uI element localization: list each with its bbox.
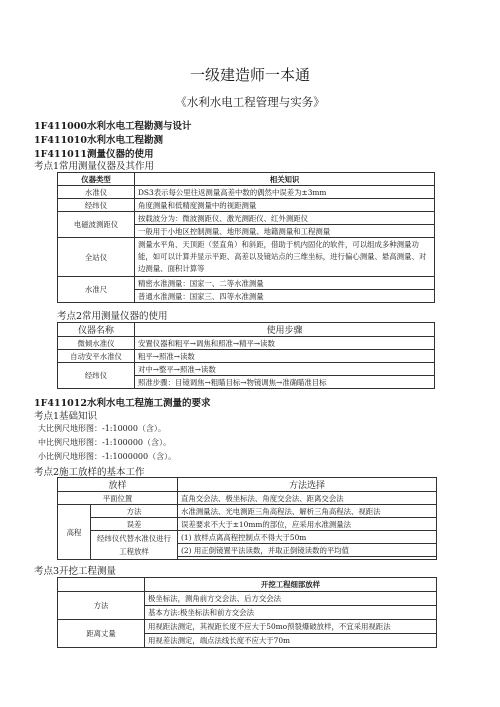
table-cell: 高程 xyxy=(58,505,91,560)
table-header-row xyxy=(58,323,435,337)
table-cell: 直角交会法、极坐标法、角度交会法、距离交会法 xyxy=(178,492,437,505)
table-header: 使用步骤 xyxy=(135,323,435,337)
table-cell: 自动安平水准仪 xyxy=(58,350,135,363)
heading-1f411010: 1F411010水利水电工程勘测 xyxy=(34,135,164,146)
heading-1f411012: 1F411012水利水电工程施工测量的要求 xyxy=(34,398,211,409)
table-cell xyxy=(58,578,145,592)
table-cell: 粗平→照准→读数 xyxy=(135,350,435,363)
table-cell: 用视距法测定，其视距长度不应大于50mo预裂爆破放样，不宜采用视距法 xyxy=(145,620,437,634)
table-row xyxy=(58,531,437,544)
table-header: 开挖工程细部放样 xyxy=(145,578,437,592)
table-cell: 按载波分为：微波测距仪、激光测距仪、红外测距仪 xyxy=(135,212,435,225)
table-header-row xyxy=(58,173,435,186)
table-row xyxy=(58,199,435,212)
table-cell: 经纬仪 xyxy=(58,199,135,212)
table-cell: 水准仪 xyxy=(58,186,135,199)
table-cell: 极坐标法，测角前方交会法、后方交会法 xyxy=(145,592,437,606)
table-cell: 微倾水准仪 xyxy=(58,337,135,350)
kaodian-excavation: 考点3开挖工程测量 xyxy=(34,566,117,577)
table-header: 仪器类型 xyxy=(58,173,135,186)
table-row xyxy=(58,186,435,199)
table-cell: (1) 放样点离高程控制点不得大于50m xyxy=(178,531,437,544)
table-cell: 方法 xyxy=(58,592,145,620)
table-cell: 测量水平角、天顶距（竖直角）和斜距，借助于机内固化的软件，可以组成多种测量功能，如可以计算并显示平距、高差以及镜站点的三维坐标，进行偏心测量、悬高测量、对边测量、面积计算等 xyxy=(135,238,435,277)
table-header-row xyxy=(58,478,437,492)
table-row xyxy=(58,592,437,606)
table-cell: 水准尺 xyxy=(58,277,135,303)
table-cell: 照准步骤：目镜调焦→粗瞄目标→物镜调焦→准确瞄准目标 xyxy=(135,376,435,389)
table-cell: 误差要求不大于±10mm的部位，应采用水准测量法 xyxy=(178,518,437,531)
table-cell: 安置仪器和粗平→调焦和照准→精平→读数 xyxy=(135,337,435,350)
table-cell: 经纬仪代替水准仪进行工程放样 xyxy=(91,531,178,560)
table-cell: 平面位置 xyxy=(58,492,178,505)
table-row xyxy=(58,505,437,518)
table-cell xyxy=(178,557,437,560)
kaodian-layout: 考点2施工放样的基本工作 xyxy=(34,467,145,478)
usage-table xyxy=(57,322,435,389)
table-cell: 误差 xyxy=(91,518,178,531)
table-cell: 经纬仪 xyxy=(58,363,135,389)
table-header: 仪器名称 xyxy=(58,323,135,337)
table-cell: 电磁波测距仪 xyxy=(58,212,135,238)
doc-title: 一级建造师一本通 xyxy=(189,66,310,84)
scale-small: 小比例尺地形图：-1:1000000（含）。 xyxy=(38,452,177,461)
table-cell: 用视差法测定，端点法线长度不应大于70m xyxy=(145,634,437,648)
table-cell: 对中→整平→照准→读数 xyxy=(135,363,435,376)
table-row xyxy=(58,620,437,634)
table-cell: 精密水准测量：国家一、二等水准测量 xyxy=(135,277,435,290)
table-row xyxy=(58,492,437,505)
heading-1f411000: 1F411000水利水电工程勘测与设计 xyxy=(34,121,192,132)
table-row xyxy=(58,337,435,350)
doc-subtitle: 《水利水电工程管理与实务》 xyxy=(175,95,325,109)
scale-medium: 中比例尺地形图：-1:100000（含）。 xyxy=(38,438,172,447)
table-header-row xyxy=(58,578,437,592)
layout-table xyxy=(57,477,437,560)
table-cell: DS3表示每公里往返测量高差中数的偶然中误差为±3mm xyxy=(135,186,435,199)
table-header: 相关知识 xyxy=(135,173,435,186)
table-cell: 角度测量和低精度测量中的视距测量 xyxy=(135,199,435,212)
table-row xyxy=(58,350,435,363)
instrument-table xyxy=(57,172,435,303)
table-cell: 距离丈量 xyxy=(58,620,145,648)
table-header: 放样 xyxy=(58,478,178,492)
table-row xyxy=(58,363,435,376)
scale-large: 大比例尺地形图：-1:10000（含）。 xyxy=(38,424,166,433)
table-cell: 全站仪 xyxy=(58,238,135,277)
table-cell: 水准测量法、光电测距三角高程法、解析三角高程法、视距法 xyxy=(178,505,437,518)
table-cell: 一般用于小地区控制测量、地形测量、地籍测量和工程测量 xyxy=(135,225,435,238)
table-cell: 基本方法:极坐标法和前方交会法 xyxy=(145,606,437,620)
table-cell: 普通水准测量：国家三、四等水准测量 xyxy=(135,290,435,303)
table-row xyxy=(58,212,435,225)
table-cell: (2) 用正倒镜置平法读数，并取正倒镜读数的平均值 xyxy=(178,544,437,557)
table-row xyxy=(58,518,437,531)
table-row xyxy=(58,238,435,277)
heading-1f411011: 1F411011测量仪器的使用 xyxy=(34,149,154,160)
kaodian-instruments: 考点1常用测量仪器及其作用 xyxy=(34,161,155,172)
table-cell: 方法 xyxy=(91,505,178,518)
excavation-table xyxy=(57,577,437,648)
kaodian-basics: 考点1基础知识 xyxy=(34,411,98,422)
kaodian-usage: 考点2常用测量仪器的使用 xyxy=(57,311,168,322)
table-row xyxy=(58,277,435,290)
table-header: 方法选择 xyxy=(178,478,437,492)
